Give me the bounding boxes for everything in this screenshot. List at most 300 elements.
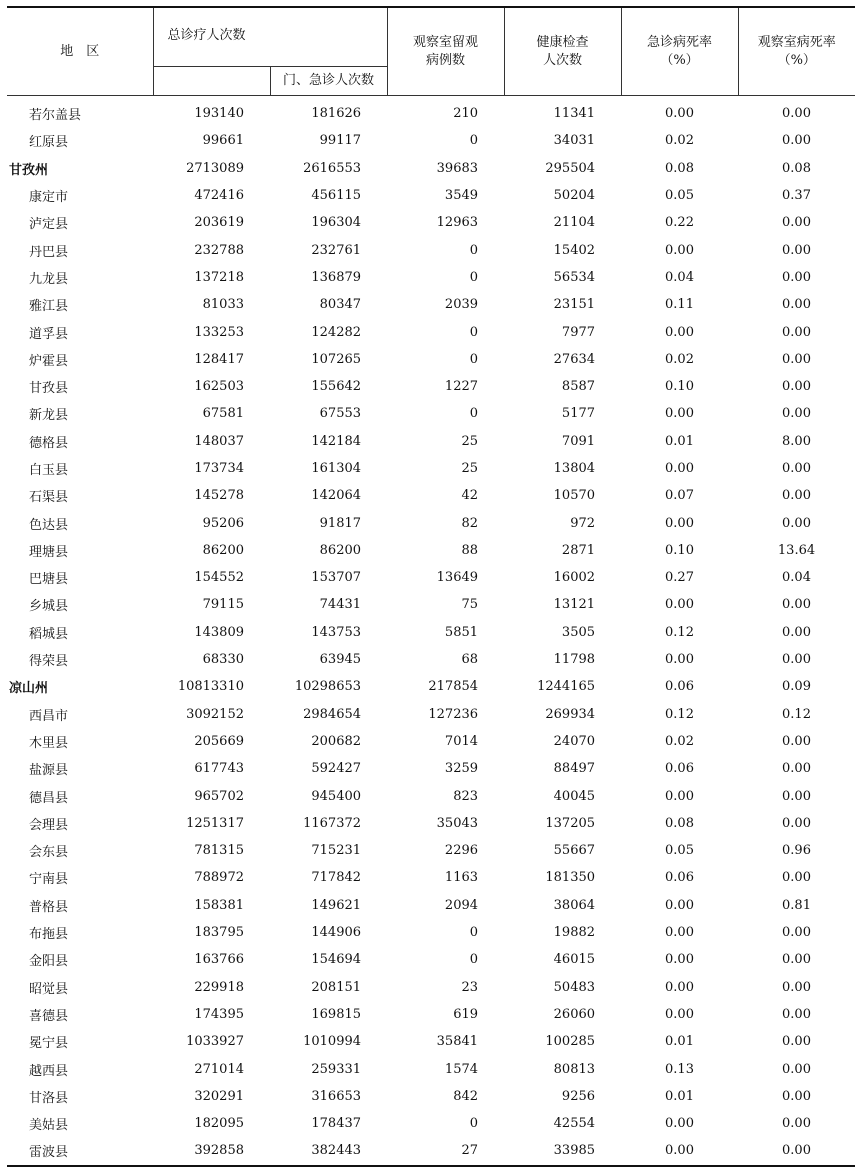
cell-observation-cases: 0 [469,351,479,367]
cell-outpatient-emergency: 715231 [311,843,362,859]
cell-er-mortality: 0.00 [665,242,694,258]
cell-health-checks: 23151 [553,297,596,313]
cell-outpatient-emergency: 155642 [311,379,362,395]
cell-obs-mortality: 0.00 [782,1116,811,1132]
table-row [7,1028,855,1055]
cell-total-visits: 143809 [194,624,244,640]
table-row [7,428,855,455]
cell-total-visits: 965702 [194,788,244,804]
cell-outpatient-emergency: 149621 [311,897,362,913]
cell-region: 会东县 [29,845,69,861]
cell-er-mortality: 0.00 [621,1137,738,1165]
cell-er-mortality: 0.22 [665,215,694,231]
header-observation-cases-line1: 观察室留观 [413,34,479,50]
cell-health-checks: 13121 [553,597,596,613]
cell-region: 甘洛县 [29,1090,69,1106]
cell-total-visits: 174395 [194,1006,244,1022]
cell-region: 稻城县 [29,626,69,642]
cell-obs-mortality: 0.00 [782,624,811,640]
cell-region: 雷波县 [7,1137,153,1165]
header-health-checks-line2: 人次数 [543,52,583,68]
cell-total-visits: 158381 [194,897,244,913]
cell-obs-mortality: 0.00 [782,788,811,804]
table-row [7,400,855,427]
cell-er-mortality: 0.10 [665,379,694,395]
cell-total-visits: 1033927 [186,1034,244,1050]
cell-obs-mortality: 0.08 [782,160,811,176]
cell-obs-mortality: 0.96 [782,843,811,859]
cell-observation-cases: 13649 [436,570,479,586]
cell-health-checks: 295504 [545,160,596,176]
cell-outpatient-emergency: 592427 [311,761,362,777]
cell-total-visits: 10813310 [177,679,244,695]
cell-region: 越西县 [29,1063,69,1079]
cell-health-checks: 42554 [553,1116,596,1132]
cell-er-mortality: 0.02 [665,351,694,367]
cell-health-checks: 50483 [553,979,596,995]
cell-total-visits: 617743 [194,761,244,777]
cell-outpatient-emergency: 382443 [270,1137,387,1165]
table-row [7,673,855,700]
cell-er-mortality: 0.10 [665,542,694,558]
cell-health-checks: 80813 [553,1061,596,1077]
cell-observation-cases: 1227 [444,379,479,395]
cell-total-visits: 472416 [194,188,244,204]
cell-outpatient-emergency: 717842 [311,870,362,886]
cell-observation-cases: 3259 [444,761,479,777]
cell-health-checks: 269934 [545,706,596,722]
cell-er-mortality: 0.06 [665,761,694,777]
cell-health-checks: 15402 [553,242,596,258]
cell-region: 色达县 [29,517,69,533]
table-row [7,564,855,591]
table-row [7,1083,855,1110]
cell-region: 木里县 [29,735,69,751]
cell-er-mortality: 0.01 [665,433,694,449]
cell-region: 红原县 [29,135,69,151]
cell-region: 德格县 [29,435,69,451]
cell-outpatient-emergency: 456115 [311,188,362,204]
cell-region: 德昌县 [29,790,69,806]
cell-health-checks: 7977 [561,324,596,340]
cell-er-mortality: 0.04 [665,269,694,285]
cell-obs-mortality: 0.00 [782,488,811,504]
cell-outpatient-emergency: 86200 [319,542,362,558]
header-obs-mortality-line2: （%） [777,52,816,68]
cell-er-mortality: 0.08 [665,160,694,176]
cell-er-mortality: 0.00 [665,406,694,422]
cell-total-visits: 148037 [194,433,244,449]
cell-outpatient-emergency: 945400 [311,788,362,804]
cell-er-mortality: 0.12 [665,706,694,722]
statistics-table [7,6,855,1167]
table-row [7,810,855,837]
cell-er-mortality: 0.01 [665,1088,694,1104]
cell-er-mortality: 0.06 [665,679,694,695]
cell-obs-mortality: 0.00 [782,133,811,149]
cell-outpatient-emergency: 67553 [319,406,362,422]
cell-health-checks: 88497 [553,761,596,777]
table-row [7,1110,855,1137]
cell-er-mortality: 0.07 [665,488,694,504]
cell-obs-mortality: 0.00 [782,815,811,831]
cell-er-mortality: 0.00 [665,1116,694,1132]
cell-total-visits: 154552 [194,570,244,586]
cell-obs-mortality: 0.00 [782,733,811,749]
cell-observation-cases: 0 [469,952,479,968]
cell-health-checks: 13804 [553,461,596,476]
cell-obs-mortality: 0.00 [782,925,811,941]
header-observation-cases-line2: 病例数 [426,52,466,68]
cell-region: 喜德县 [29,1008,69,1024]
cell-region: 若尔盖县 [29,108,82,124]
cell-observation-cases: 842 [453,1088,479,1104]
header-health-checks [504,7,621,96]
cell-health-checks: 21104 [553,215,596,231]
cell-region: 美姑县 [29,1118,69,1134]
cell-health-checks: 3505 [561,624,596,640]
cell-region: 泸定县 [29,217,69,233]
cell-obs-mortality: 0.00 [782,269,811,285]
cell-outpatient-emergency: 200682 [311,733,362,749]
cell-health-checks: 5177 [561,406,596,422]
cell-observation-cases: 2039 [444,297,479,313]
table-row [7,373,855,400]
cell-outpatient-emergency: 153707 [311,570,362,586]
table-row [7,974,855,1001]
cell-health-checks: 7091 [561,433,596,449]
cell-er-mortality: 0.11 [665,297,694,313]
cell-region: 冕宁县 [29,1036,69,1052]
cell-er-mortality: 0.01 [665,1034,694,1050]
cell-er-mortality: 0.13 [665,1061,694,1077]
cell-obs-mortality: 0.00 [782,215,811,231]
table-row [7,864,855,891]
cell-total-visits: 788972 [194,870,244,886]
cell-total-visits: 163766 [194,952,244,968]
cell-region: 金阳县 [29,954,69,970]
cell-observation-cases: 82 [461,515,479,531]
cell-er-mortality: 0.00 [665,106,694,122]
cell-health-checks: 55667 [553,843,596,859]
table-row [7,264,855,291]
cell-obs-mortality: 0.00 [782,406,811,422]
cell-observation-cases: 68 [461,652,479,668]
table-row [7,1055,855,1082]
cell-health-checks: 9256 [561,1088,596,1104]
cell-observation-cases: 823 [453,788,479,804]
cell-observation-cases: 0 [469,324,479,340]
cell-health-checks: 2871 [561,542,596,558]
cell-obs-mortality: 0.00 [782,979,811,995]
cell-region: 理塘县 [29,544,69,560]
cell-outpatient-emergency: 2984654 [303,706,362,722]
cell-obs-mortality: 0.00 [782,351,811,367]
cell-outpatient-emergency: 169815 [311,1006,362,1022]
cell-er-mortality: 0.05 [665,188,694,204]
cell-observation-cases: 2094 [444,897,479,913]
cell-total-visits: 271014 [194,1061,244,1077]
cell-obs-mortality: 0.00 [782,379,811,395]
cell-region: 西昌市 [29,708,69,724]
cell-obs-mortality: 0.00 [782,324,811,340]
cell-observation-cases: 39683 [436,160,479,176]
cell-total-visits: 205669 [194,733,244,749]
cell-outpatient-emergency: 316653 [311,1088,362,1104]
cell-obs-mortality: 0.04 [782,570,811,586]
cell-er-mortality: 0.02 [665,733,694,749]
cell-er-mortality: 0.02 [665,133,694,149]
cell-health-checks: 11341 [553,106,596,122]
cell-health-checks: 38064 [553,897,596,913]
header-health-checks-line1: 健康检查 [536,34,589,50]
cell-outpatient-emergency: 1167372 [303,815,362,831]
cell-obs-mortality: 0.00 [782,515,811,531]
cell-total-visits: 232788 [194,242,244,258]
cell-observation-cases: 35841 [436,1034,479,1050]
cell-er-mortality: 0.00 [665,788,694,804]
cell-region: 会理县 [29,817,69,833]
cell-obs-mortality: 0.00 [782,1034,811,1050]
cell-observation-cases: 0 [469,1116,479,1132]
cell-total-visits: 79115 [202,597,244,613]
table-row [7,1137,855,1165]
cell-outpatient-emergency: 107265 [311,351,362,367]
cell-obs-mortality: 0.00 [782,597,811,613]
cell-obs-mortality: 0.00 [782,106,811,122]
cell-outpatient-emergency: 99117 [319,133,362,149]
table-row [7,591,855,618]
cell-outpatient-emergency: 1010994 [303,1034,362,1050]
table-row [7,728,855,755]
cell-er-mortality: 0.00 [665,597,694,613]
header-total-visits: 总诊疗人次数 [153,7,387,67]
table-header [7,7,855,96]
cell-observation-cases: 75 [461,597,479,613]
table-row [7,892,855,919]
header-er-mortality-line1: 急诊病死率 [647,34,713,50]
cell-health-checks: 8587 [561,379,596,395]
table-row [7,482,855,509]
cell-health-checks: 56534 [553,269,596,285]
cell-total-visits: 68330 [202,652,244,668]
cell-health-checks: 181350 [545,870,596,886]
cell-observation-cases: 1163 [444,870,479,886]
cell-outpatient-emergency: 2616553 [303,160,362,176]
cell-er-mortality: 0.00 [665,324,694,340]
cell-region: 雅江县 [29,299,69,315]
table-row [7,455,855,482]
table-row [7,182,855,209]
cell-total-visits: 145278 [194,488,244,504]
table-row [7,291,855,318]
header-total-sub-blank [153,67,270,96]
cell-outpatient-emergency: 144906 [311,925,362,941]
cell-region: 巴塘县 [29,572,69,588]
cell-observation-cases: 0 [469,133,479,149]
cell-region: 甘孜州 [9,162,49,178]
cell-outpatient-emergency: 161304 [311,461,362,476]
table-row [7,837,855,864]
cell-total-visits: 781315 [194,843,244,859]
cell-er-mortality: 0.00 [665,1006,694,1022]
cell-observation-cases: 0 [469,406,479,422]
header-obs-mortality [738,7,855,96]
cell-er-mortality: 0.05 [665,843,694,859]
cell-er-mortality: 0.27 [665,570,694,586]
cell-obs-mortality: 0.12 [782,706,811,722]
cell-outpatient-emergency: 91817 [319,515,362,531]
table-row [7,127,855,154]
cell-obs-mortality: 0.00 [782,1088,811,1104]
cell-observation-cases: 619 [453,1006,479,1022]
cell-total-visits: 137218 [194,269,244,285]
cell-total-visits: 3092152 [186,706,244,722]
cell-observation-cases: 23 [461,979,479,995]
cell-observation-cases: 0 [469,242,479,258]
cell-region: 石渠县 [29,490,69,506]
cell-region: 盐源县 [29,763,69,779]
cell-er-mortality: 0.08 [665,815,694,831]
cell-observation-cases: 12963 [436,215,479,231]
cell-obs-mortality: 13.64 [777,542,816,558]
cell-obs-mortality: 0.00 [782,461,811,476]
cell-obs-mortality: 0.00 [782,870,811,886]
cell-er-mortality: 0.00 [665,515,694,531]
table-row [7,509,855,536]
cell-observation-cases: 25 [461,461,479,476]
cell-outpatient-emergency: 136879 [311,269,362,285]
cell-total-visits: 81033 [202,297,244,313]
cell-health-checks: 19882 [553,925,596,941]
cell-obs-mortality: 0.00 [738,1137,855,1165]
cell-observation-cases: 25 [461,433,479,449]
cell-observation-cases: 42 [461,488,479,504]
header-region: 地 区 [7,7,153,96]
cell-observation-cases: 27 [387,1137,504,1165]
cell-outpatient-emergency: 181626 [311,106,362,122]
cell-health-checks: 26060 [553,1006,596,1022]
cell-obs-mortality: 0.00 [782,1006,811,1022]
cell-obs-mortality: 0.37 [782,188,811,204]
table-row [7,96,855,128]
cell-region: 白玉县 [29,463,69,478]
cell-total-visits: 229918 [194,979,244,995]
cell-observation-cases: 35043 [436,815,479,831]
cell-health-checks: 100285 [545,1034,596,1050]
header-er-mortality-line2: （%） [660,52,699,68]
table-row [7,619,855,646]
cell-region: 九龙县 [29,271,69,287]
cell-outpatient-emergency: 143753 [311,624,362,640]
cell-health-checks: 46015 [553,952,596,968]
table-row [7,209,855,236]
table-row [7,782,855,809]
cell-observation-cases: 2296 [444,843,479,859]
cell-region: 普格县 [29,899,69,915]
cell-outpatient-emergency: 232761 [311,242,362,258]
cell-er-mortality: 0.12 [665,624,694,640]
cell-observation-cases: 88 [461,542,479,558]
cell-total-visits: 183795 [194,925,244,941]
cell-outpatient-emergency: 74431 [319,597,362,613]
cell-region: 昭觉县 [29,981,69,997]
cell-outpatient-emergency: 63945 [319,652,362,668]
cell-health-checks: 11798 [553,652,596,668]
cell-observation-cases: 210 [453,106,479,122]
cell-total-visits: 95206 [202,515,244,531]
table-row [7,318,855,345]
cell-er-mortality: 0.00 [665,979,694,995]
cell-observation-cases: 217854 [428,679,479,695]
cell-obs-mortality: 0.09 [782,679,811,695]
cell-region: 康定市 [29,190,69,206]
cell-health-checks: 24070 [553,733,596,749]
cell-obs-mortality: 0.00 [782,1061,811,1077]
cell-region: 得荣县 [29,654,69,670]
cell-total-visits: 193140 [194,106,244,122]
cell-total-visits: 1251317 [186,815,244,831]
cell-total-visits: 182095 [194,1116,244,1132]
cell-total-visits: 99661 [202,133,244,149]
cell-outpatient-emergency: 124282 [311,324,362,340]
cell-health-checks: 27634 [553,351,596,367]
cell-total-visits: 392858 [153,1137,270,1165]
header-outpatient-emergency: 门、急诊人次数 [270,67,387,96]
table-body [7,96,855,1166]
cell-observation-cases: 5851 [444,624,479,640]
cell-observation-cases: 0 [469,269,479,285]
cell-total-visits: 2713089 [186,160,244,176]
cell-total-visits: 203619 [194,215,244,231]
cell-outpatient-emergency: 208151 [311,979,362,995]
cell-er-mortality: 0.00 [665,925,694,941]
table-row [7,236,855,263]
table-row [7,946,855,973]
cell-observation-cases: 7014 [444,733,479,749]
cell-er-mortality: 0.00 [665,897,694,913]
cell-observation-cases: 3549 [444,188,479,204]
table-row [7,755,855,782]
cell-total-visits: 67581 [202,406,244,422]
cell-total-visits: 162503 [194,379,244,395]
cell-obs-mortality: 0.00 [782,652,811,668]
cell-region: 宁南县 [29,872,69,888]
cell-region: 新龙县 [29,408,69,424]
cell-total-visits: 133253 [194,324,244,340]
cell-er-mortality: 0.00 [665,952,694,968]
cell-obs-mortality: 0.00 [782,297,811,313]
cell-obs-mortality: 0.00 [782,242,811,258]
cell-outpatient-emergency: 80347 [319,297,362,313]
cell-region: 道孚县 [29,326,69,342]
cell-outpatient-emergency: 259331 [311,1061,362,1077]
cell-total-visits: 86200 [202,542,244,558]
cell-outpatient-emergency: 196304 [311,215,362,231]
cell-outpatient-emergency: 10298653 [294,679,362,695]
cell-health-checks: 972 [570,515,596,531]
cell-health-checks: 50204 [553,188,596,204]
cell-outpatient-emergency: 154694 [311,952,362,968]
cell-region: 凉山州 [9,681,49,697]
cell-obs-mortality: 8.00 [782,433,811,449]
table-row [7,646,855,673]
cell-health-checks: 10570 [553,488,596,504]
cell-health-checks: 1244165 [537,679,596,695]
cell-total-visits: 128417 [194,351,244,367]
header-observation-cases [387,7,504,96]
cell-obs-mortality: 0.81 [782,897,811,913]
